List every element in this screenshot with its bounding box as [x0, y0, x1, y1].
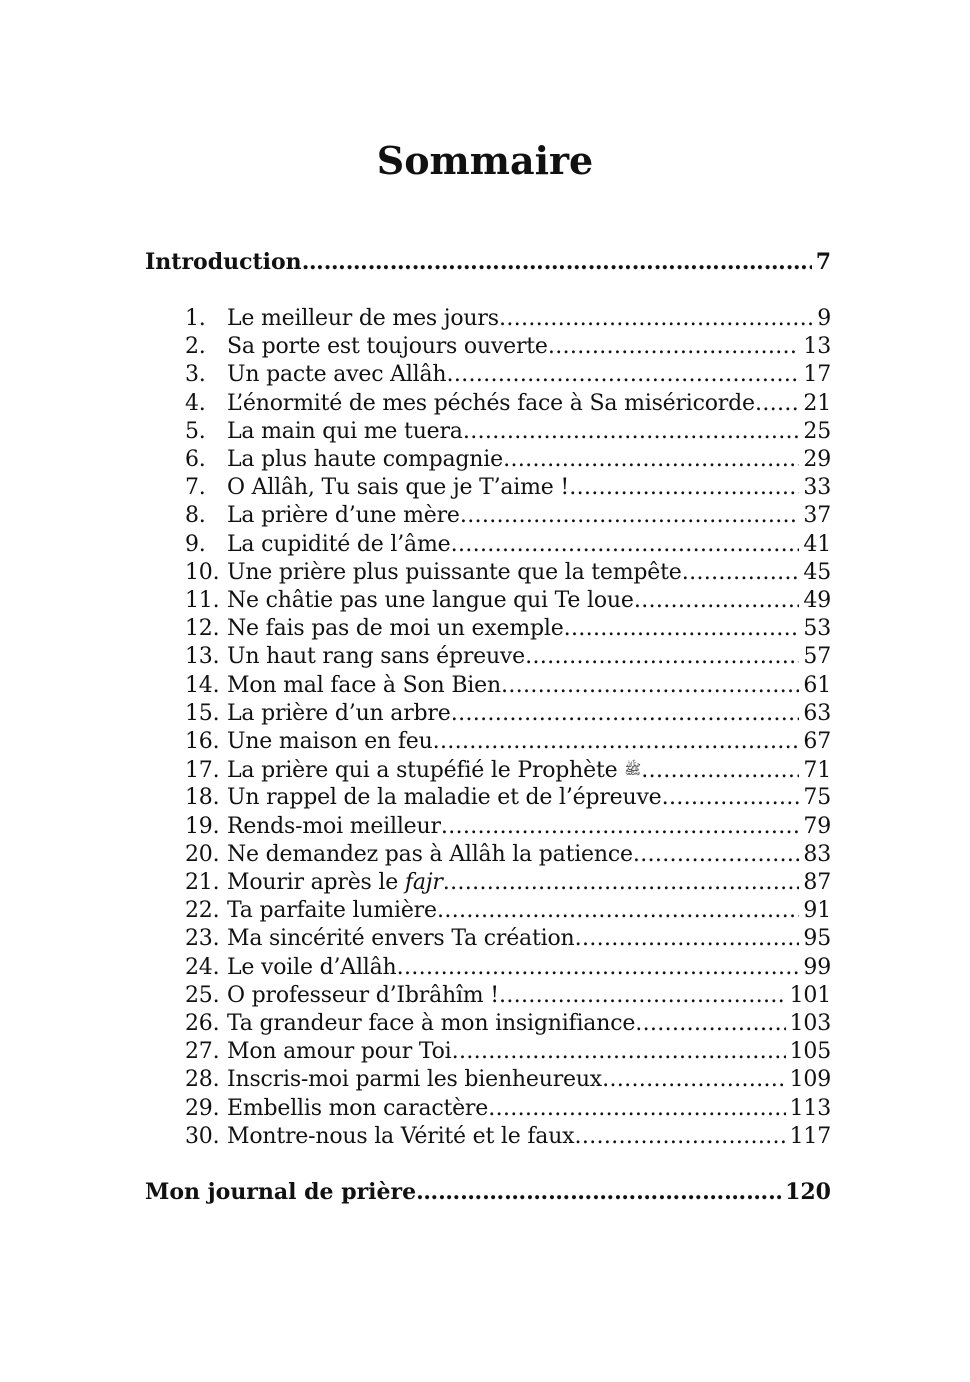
dot-leader [460, 502, 800, 530]
chapter-title [227, 1038, 452, 1066]
chapter-page: 91 [803, 898, 831, 923]
toc-entry-chapter-4[interactable] [185, 390, 831, 418]
dot-leader [416, 1177, 781, 1207]
dot-leader [397, 954, 800, 982]
chapter-title [227, 474, 569, 502]
chapter-number: 7. [185, 475, 206, 500]
chapter-title [227, 982, 499, 1010]
toc-entry-chapter-3[interactable] [185, 361, 831, 389]
toc-entry-chapter-22[interactable] [185, 897, 831, 925]
chapter-number: 12. [185, 616, 220, 641]
toc-entry-introduction[interactable] [145, 247, 831, 277]
chapter-title [227, 390, 755, 418]
toc-entry-chapter-20[interactable] [185, 841, 831, 869]
dot-leader [633, 841, 800, 869]
chapter-title-text: Mon amour pour Toi [227, 1039, 452, 1064]
toc-entry-page: 120 [785, 1179, 831, 1205]
dot-leader [569, 474, 799, 502]
dot-leader [450, 531, 799, 559]
toc-entry-chapter-9[interactable] [185, 531, 831, 559]
dot-leader [574, 1123, 785, 1151]
chapter-page: 49 [803, 588, 831, 613]
chapter-title-text: Embellis mon caractère [227, 1096, 489, 1121]
chapter-page: 37 [803, 503, 831, 528]
toc-entry-chapter-18[interactable] [185, 784, 831, 812]
chapter-title-text: Le meilleur de mes jours [227, 306, 499, 331]
dot-leader [635, 1010, 785, 1038]
toc-entry-chapter-23[interactable] [185, 925, 831, 953]
toc-entry-chapter-16[interactable] [185, 728, 831, 756]
toc-entry-chapter-24[interactable] [185, 954, 831, 982]
toc-entry-chapter-1[interactable] [185, 305, 831, 333]
chapter-number: 29. [185, 1096, 220, 1121]
chapter-title [227, 361, 446, 389]
chapter-title-text: Ne châtie pas une langue qui Te loue [227, 588, 634, 613]
chapter-title-text: Ma sincérité envers Ta création [227, 926, 575, 951]
dot-leader [564, 615, 800, 643]
chapter-page: 9 [817, 306, 831, 331]
chapter-page: 101 [789, 983, 831, 1008]
toc-entry-chapter-29[interactable] [185, 1095, 831, 1123]
chapter-number: 9. [185, 532, 206, 557]
chapter-title-text: Ta grandeur face à mon insignifiance [227, 1011, 636, 1036]
chapter-page: 105 [789, 1039, 831, 1064]
toc-entry-chapter-25[interactable] [185, 982, 831, 1010]
chapter-title [227, 897, 437, 925]
chapter-title [227, 784, 662, 812]
chapter-title [227, 813, 441, 841]
chapter-page: 95 [803, 926, 831, 951]
chapter-number: 4. [185, 391, 206, 416]
chapter-number: 6. [185, 447, 206, 472]
chapter-page: 13 [803, 334, 831, 359]
toc-entry-chapter-28[interactable] [185, 1066, 831, 1094]
chapter-title-text: Un rappel de la maladie et de l’épreuve [227, 785, 662, 810]
chapter-page: 67 [803, 729, 831, 754]
chapter-title-text: La plus haute compagnie [227, 447, 503, 472]
toc-entry-chapter-13[interactable] [185, 643, 831, 671]
dot-leader [525, 643, 799, 671]
dot-leader [452, 1038, 786, 1066]
toc-entry-chapter-21[interactable] [185, 869, 831, 897]
page-title: Sommaire [376, 138, 594, 183]
chapter-number: 27. [185, 1039, 220, 1064]
dot-leader [499, 305, 813, 333]
dot-leader [451, 700, 800, 728]
chapter-page: 33 [803, 475, 831, 500]
chapter-number: 24. [185, 955, 220, 980]
chapter-number: 13. [185, 644, 220, 669]
chapter-number: 19. [185, 814, 220, 839]
toc-entry-chapter-14[interactable] [185, 672, 831, 700]
chapter-page: 113 [789, 1096, 831, 1121]
toc-entry-title: Introduction [145, 249, 302, 275]
chapter-title [227, 615, 564, 643]
chapter-title [227, 756, 641, 784]
chapter-number: 15. [185, 701, 220, 726]
dot-leader [641, 757, 799, 784]
chapter-page: 29 [803, 447, 831, 472]
dot-leader [443, 869, 800, 897]
dot-leader [437, 897, 800, 925]
chapter-title-text: Une prière plus puissante que la tempête [227, 560, 682, 585]
toc-entry-chapter-11[interactable] [185, 587, 831, 615]
chapter-title [227, 1010, 635, 1038]
chapter-title-text: La prière d’une mère [227, 503, 460, 528]
chapter-title-text: Une maison en feu [227, 729, 433, 754]
chapter-page: 53 [803, 616, 831, 641]
dot-leader [463, 418, 800, 446]
chapter-title [227, 1066, 602, 1094]
chapter-page: 57 [803, 644, 831, 669]
dot-leader [662, 784, 800, 812]
chapter-number: 23. [185, 926, 220, 951]
chapter-title-text: Ne demandez pas à Allâh la patience [227, 842, 633, 867]
chapter-title-text: Un pacte avec Allâh [227, 362, 447, 387]
chapter-number: 14. [185, 673, 220, 698]
dot-leader [302, 247, 812, 277]
chapter-title-text: La cupidité de l’âme [227, 532, 451, 557]
chapter-title [227, 954, 397, 982]
chapter-title-italic: fajr [404, 870, 443, 895]
chapter-page: 83 [803, 842, 831, 867]
chapter-page: 45 [803, 560, 831, 585]
chapter-title [227, 531, 450, 559]
chapter-page: 79 [803, 814, 831, 839]
chapter-page: 109 [789, 1067, 831, 1092]
dot-leader [634, 587, 800, 615]
chapter-number: 20. [185, 842, 220, 867]
chapter-title [227, 418, 463, 446]
chapter-title [227, 446, 503, 474]
chapter-number: 11. [185, 588, 220, 613]
chapter-number: 1. [185, 306, 206, 331]
dot-leader [755, 390, 800, 418]
chapter-title-text: La prière d’un arbre [227, 701, 451, 726]
toc-entry-chapter-6[interactable] [185, 446, 831, 474]
chapter-title [227, 672, 501, 700]
chapter-title [227, 1123, 574, 1151]
chapter-number: 16. [185, 729, 220, 754]
chapter-title [227, 587, 634, 615]
chapter-page: 25 [803, 419, 831, 444]
chapter-title-text: Mourir après le [227, 870, 399, 895]
chapter-page: 75 [803, 785, 831, 810]
toc-entry-chapter-27[interactable] [185, 1038, 831, 1066]
dot-leader [503, 446, 799, 474]
chapter-page: 103 [789, 1011, 831, 1036]
chapter-number: 18. [185, 785, 220, 810]
chapter-title [227, 869, 443, 897]
toc-entry-journal[interactable] [145, 1177, 831, 1207]
dot-leader [441, 813, 800, 841]
chapter-page: 117 [789, 1124, 831, 1149]
dot-leader [682, 559, 800, 587]
dot-leader [488, 1095, 786, 1123]
toc-entry-chapter-7[interactable] [185, 474, 831, 502]
chapter-title [227, 700, 451, 728]
chapter-title-text: Ta parfaite lumière [227, 898, 437, 923]
chapter-number: 8. [185, 503, 206, 528]
chapter-page: 61 [803, 673, 831, 698]
chapter-number: 2. [185, 334, 206, 359]
toc-entry-title: Mon journal de prière [145, 1179, 417, 1205]
chapter-number: 10. [185, 560, 220, 585]
chapter-page: 71 [803, 758, 831, 783]
dot-leader [433, 728, 800, 756]
chapter-title [227, 925, 574, 953]
chapter-title [227, 502, 460, 530]
chapter-title-text: Montre-nous la Vérité et le faux [227, 1124, 575, 1149]
chapter-title-text: Un haut rang sans épreuve [227, 644, 525, 669]
dot-leader [574, 925, 799, 953]
dot-leader [446, 361, 799, 389]
chapter-number: 25. [185, 983, 220, 1008]
chapter-number: 3. [185, 362, 206, 387]
chapter-title-text: La prière qui a stupéfié le Prophète [227, 758, 618, 783]
toc-entry-chapter-30[interactable] [185, 1123, 831, 1151]
chapter-title [227, 1095, 488, 1123]
dot-leader [548, 333, 800, 361]
chapter-number: 17. [185, 758, 220, 783]
chapter-number: 22. [185, 898, 220, 923]
chapter-page: 99 [803, 955, 831, 980]
salutation-glyph: ﷺ [624, 762, 642, 778]
chapter-title [227, 643, 525, 671]
chapter-title [227, 305, 499, 333]
chapter-title [227, 559, 682, 587]
chapter-title-text: Sa porte est toujours ouverte [227, 334, 548, 359]
chapter-page: 21 [803, 391, 831, 416]
chapter-title [227, 841, 633, 869]
toc-entry-chapter-17[interactable] [185, 756, 831, 784]
chapter-number: 28. [185, 1067, 220, 1092]
chapter-title-text: Ne fais pas de moi un exemple [227, 616, 564, 641]
dot-leader [501, 672, 799, 700]
dot-leader [499, 982, 786, 1010]
chapter-title-text: O professeur d’Ibrâhîm ! [227, 983, 499, 1008]
chapter-page: 63 [803, 701, 831, 726]
toc-entry-chapter-12[interactable] [185, 615, 831, 643]
chapter-number: 30. [185, 1124, 220, 1149]
toc-entry-chapter-5[interactable] [185, 418, 831, 446]
chapter-title-text: La main qui me tuera [227, 419, 463, 444]
chapter-title-text: L’énormité de mes péchés face à Sa miséricorde [227, 391, 755, 416]
toc-entry-chapter-10[interactable] [185, 559, 831, 587]
toc-entry-chapter-15[interactable] [185, 700, 831, 728]
chapter-title-text: Inscris-moi parmi les bienheureux [227, 1067, 603, 1092]
toc-entry-page: 7 [815, 249, 831, 275]
toc-entry-chapter-26[interactable] [185, 1010, 831, 1038]
chapter-number: 21. [185, 870, 220, 895]
chapter-title-text: O Allâh, Tu sais que je T’aime ! [227, 475, 570, 500]
chapter-page: 41 [803, 532, 831, 557]
chapter-number: 5. [185, 419, 206, 444]
chapter-title-text: Mon mal face à Son Bien [227, 673, 501, 698]
chapter-page: 87 [803, 870, 831, 895]
chapter-page: 17 [803, 362, 831, 387]
chapter-title [227, 728, 433, 756]
toc-entry-chapter-2[interactable] [185, 333, 831, 361]
chapter-title [227, 333, 548, 361]
chapter-title-text: Rends-moi meilleur [227, 814, 441, 839]
chapter-number: 26. [185, 1011, 220, 1036]
toc-entry-chapter-19[interactable] [185, 813, 831, 841]
toc-entry-chapter-8[interactable] [185, 502, 831, 530]
dot-leader [602, 1066, 786, 1094]
chapter-title-text: Le voile d’Allâh [227, 955, 397, 980]
